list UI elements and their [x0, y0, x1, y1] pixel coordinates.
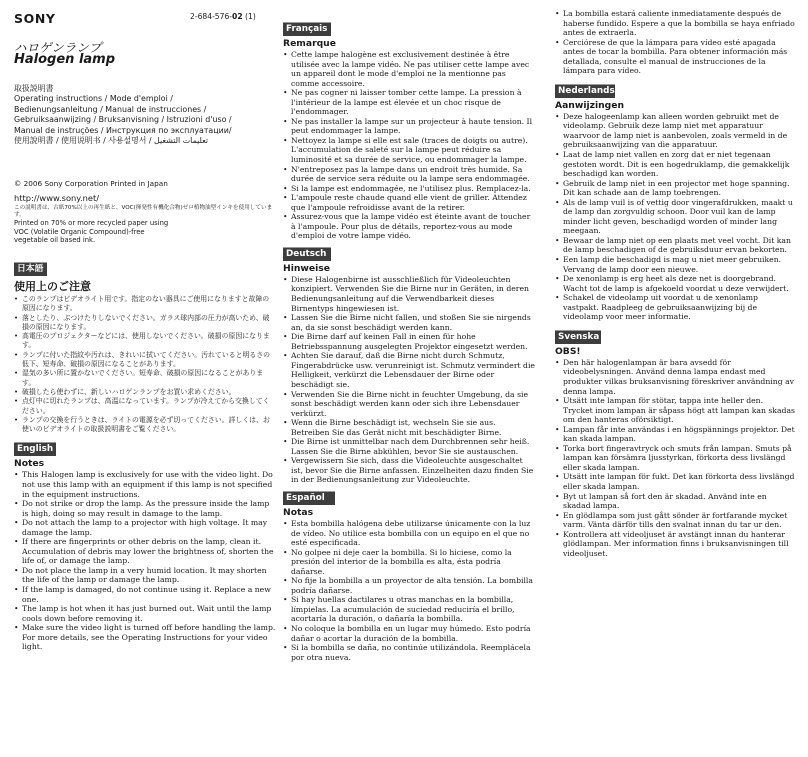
list-item: • Gebruik de lamp niet in een projector met hoge spanning. Dit kan schade aan de lamp toebrengen. [555, 179, 795, 198]
list-item: • Achten Sie darauf, daß die Birne nicht durch Schmutz, Fingerabdrücke usw. verunreinigt ist. Schmutz vermindert die Helligkeit, verkürzt die Lebensdauer der Birne oder beschädigt sie. [283, 351, 536, 389]
operating-line: Bedienungsanleitung / Manual de instrucciones / [14, 104, 207, 114]
list-item: • 破損したら使わずに、新しいハロゲンランプをお買い求めください。 [14, 388, 276, 397]
list-item: • Si la bombilla se daña, no continúe utilizándola. Reemplácela por otra nueva. [283, 643, 536, 662]
notes-list [555, 358, 795, 558]
operating-line: 使用說明書 / 使用说明书 / 사용설명서 / تعليمات التشغيل [14, 136, 209, 146]
list-item: • Cette lampe halogène est exclusivement destinée à être utilisée avec la lampe vidéo. Ne pas utiliser cette lampe avec un appareil dont le mode d'emploi ne la mentionne pas comme accessoire. [283, 50, 536, 88]
section-heading: Notas [283, 506, 314, 518]
list-item: • Diese Halogenbirne ist ausschließlich für Videoleuchten konzipiert. Verwenden Sie die Birne nur in Geräten, in deren Bedienungsanleitung auf die Verwendbarkeit dieses Birnentyps hingewiesen ist. [283, 275, 536, 313]
section-francais [283, 22, 536, 241]
section-heading: Notes [14, 458, 45, 470]
recycle-japanese: この説明書は、古紙70%以上の再生紙と、VOC(揮発性有機化合物)ゼロ植物油型インキを使用しています。 [14, 204, 273, 218]
list-item: • Een lamp die beschadigd is mag u niet meer gebruiken. Vervang de lamp door een nieuwe. [555, 255, 795, 274]
list-item: • Lassen Sie die Birne nicht fallen, und stoßen Sie sie nirgends an, da sie sonst beschädigt werden kann. [283, 313, 536, 332]
operating-instructions-list [14, 84, 282, 146]
list-item: • 落としたり、ぶつけたりしないでください。ガラス球内部の圧力が高いため、破損の原因になります。 [14, 314, 276, 333]
notes-list [14, 295, 276, 434]
section-japanese [14, 262, 276, 434]
section-english [14, 442, 276, 651]
sony-url-link[interactable]: http://www.sony.net/ [14, 193, 100, 203]
list-item: • Kontrollera att videoljuset är avstängt innan du hanterar glödlampan. Mer information finns i bruksanvisningen till videoljuset. [555, 530, 795, 559]
section-heading: 使用上のご注意 [14, 280, 91, 293]
list-item: • N'entreposez pas la lampe dans un endroit très humide. Sa durée de service sera réduite ou la lampe sera endommagée. [283, 165, 536, 184]
column-right [555, 8, 795, 562]
list-item: • No golpee ni deje caer la bombilla. Si lo hiciese, como la presión del interior de la bombilla es alta, ésta podría dañarse. [283, 548, 536, 577]
list-item: • No fije la bombilla a un proyector de alta tensión. La bombilla podría dañarse. [283, 576, 536, 595]
list-item: • Do not strike or drop the lamp. As the pressure inside the lamp is high, doing so may result in damage to the lamp. [14, 499, 276, 518]
operating-line: Gebruiksaanwijzing / Bruksanvisning / Istruzioni d'uso / [14, 115, 232, 125]
list-item: • Laat de lamp niet vallen en zorg dat er niet tegenaan gestoten wordt. Dit is een hogedruklamp, die gemakkelijk beschadigd kan worden. [555, 150, 795, 179]
list-item: • No coloque la bombilla en un lugar muy húmedo. Esto podría dañar o acortar la duración de la bombilla. [283, 624, 536, 643]
list-item: • Die Birne darf auf keinen Fall in einen für hohe Betriebsspannung ausgelegten Projektor eingesetzt werden. [283, 332, 536, 351]
list-item: • Utsätt inte lampan för fukt. Det kan förkorta dess livslängd eller skada lampan. [555, 472, 795, 491]
list-item: • 湿気の多い所に置かないでください。短寿命、破損の原因になることがあります。 [14, 369, 276, 388]
notes-list [283, 50, 536, 241]
recycle-english-line: VOC (Volatile Organic Compound)-free [14, 227, 145, 236]
list-item: • Lampan får inte användas i en högspännings projektor. Det kan skada lampan. [555, 425, 795, 444]
list-item: • If there are fingerprints or other debris on the lamp, clean it. Accumulation of debris may lower the brightness of, shorten the life of, or damage the lamp. [14, 537, 276, 566]
language-bar-japanese: 日本語 [14, 262, 47, 276]
list-item: • ランプに付いた指紋や汚れは、きれいに拭いてください。汚れていると明るさの低下、短寿命、破損の原因になることがあります。 [14, 351, 276, 370]
language-bar-francais: Français [283, 22, 331, 36]
list-item: • Cerciórese de que la lámpara para vídeo esté apagada antes de tocar la bombilla. Para obtener información más detallada, consulte el manual de instrucciones de la lámpara para vídeo. [555, 38, 795, 76]
copyright-line: © 2006 Sony Corporation Printed in Japan [14, 179, 168, 188]
list-item: • Als de lamp vuil is of vettig door vingerafdrukken, maakt u de lamp dan zorgvuldig schoon. Door vuil kan de lamp minder licht geven, beschadigd worden of minder lang meegaan. [555, 198, 795, 236]
section-deutsch [283, 247, 536, 485]
operating-line: 取扱説明書 [14, 84, 54, 93]
list-item: • ランプの交換を行うときは、ライトの電源を必ず切ってください。詳しくは、お使いのビデオライトの取扱説明書をご覧ください。 [14, 416, 276, 435]
list-item: • Ne pas installer la lampe sur un projecteur à haute tension. Il peut endommager la lampe. [283, 117, 536, 136]
list-item: • Si hay huellas dactilares u otras manchas en la bombilla, límpielas. La acumulación de suciedad reduciría el brillo, acortaría la duración, o dañaría la bombilla. [283, 595, 536, 624]
title-english: Halogen lamp [14, 52, 116, 67]
language-bar-nederlands: Nederlands [555, 84, 615, 98]
part-number: 2-684-576-02 (1) [190, 12, 256, 21]
list-item: • En glödlampa som just gått sönder är fortfarande mycket varm. Vänta därför tills den svalnat innan du tar ur den. [555, 511, 795, 530]
list-item: • Wenn die Birne beschädigt ist, wechseln Sie sie aus. Betreiben Sie das Gerät nicht mit beschädigter Birne. [283, 418, 536, 437]
list-item: • Torka bort fingeravtryck och smuts från lampan. Smuts på lampan kan försämra ljusstyrkan, förkorta dess livslängd eller skada lampan. [555, 444, 795, 473]
language-bar-svenska: Svenska [555, 330, 601, 344]
recycle-english-line: Printed on 70% or more recycled paper using [14, 219, 169, 227]
column-middle [283, 22, 536, 666]
section-heading: OBS! [555, 345, 581, 357]
section-heading: Hinweise [283, 262, 330, 274]
section-heading: Remarque [283, 38, 336, 49]
section-heading: Aanwijzingen [555, 99, 625, 111]
list-item: • De xenonlamp is erg heet als deze net is doorgebrand. Wacht tot de lamp is afgekoeld voordat u deze verwijdert. [555, 274, 795, 293]
list-item: • Verwenden Sie die Birne nicht in feuchter Umgebung, da sie sonst beschädigt werden kann oder sich ihre Lebensdauer verkürzt. [283, 390, 536, 419]
list-item: • Die Birne ist unmittelbar nach dem Durchbrennen sehr heiß. Lassen Sie die Birne abkühlen, bevor Sie sie austauschen. [283, 437, 536, 456]
list-item: • Si la lampe est endommagée, ne l'utilisez plus. Remplacez-la. [283, 184, 536, 194]
operating-line: Manual de instruções / Инструкция по эксплуатации/ [14, 125, 232, 135]
list-item: • Nettoyez la lampe si elle est sale (traces de doigts ou autre). L'accumulation de saleté sur la lampe peut réduire sa luminosité et sa durée de service, ou endommager la lampe. [283, 136, 536, 165]
list-item: • This Halogen lamp is exclusively for use with the video light. Do not use this lamp with an equipment if this lamp is not specified in the equipment instructions. [14, 470, 276, 499]
list-item: • Make sure the video light is turned off before handling the lamp. For more details, see the Operating Instructions for your video light. [14, 623, 276, 652]
sony-logo: SONY [14, 11, 56, 26]
list-item: • 高電圧のプロジェクターなどには、使用しないでください。破損の原因になります。 [14, 332, 276, 351]
list-item: • L'ampoule reste chaude quand elle vient de griller. Attendez que l'ampoule refroidisse avant de la retirer. [283, 193, 536, 212]
notes-list [555, 9, 795, 76]
list-item: • If the lamp is damaged, do not continue using it. Replace a new one. [14, 585, 276, 604]
notes-list [283, 275, 536, 485]
list-item: • Do not attach the lamp to a projector with high voltage. It may damage the lamp. [14, 518, 276, 537]
title-japanese: ハロゲンランプ [14, 40, 102, 55]
list-item: • Esta bombilla halógena debe utilizarse únicamente con la luz de vídeo. No utilice esta bombilla con un equipo en el que no esté especificada. [283, 519, 536, 548]
list-item: • 点灯中に切れたランプは、高温になっています。ランプが冷えてから交換してください。 [14, 397, 276, 416]
section-nederlands [555, 84, 795, 322]
list-item: • Den här halogenlampan är bara avsedd för videobelysningen. Använd denna lampa endast med produkter vilkas bruksanvisning föreskriver användning av denna lampa. [555, 358, 795, 396]
notes-list [555, 112, 795, 322]
list-item: • Ne pas cogner ni laisser tomber cette lampe. La pression à l'intérieur de la lampe est élevée et un choc risque de l'endommager. [283, 88, 536, 117]
notes-list [283, 519, 536, 662]
list-item: • Do not place the lamp in a very humid location. It may shorten the life of the lamp or damage the lamp. [14, 566, 276, 585]
list-item: • このランプはビデオライト用です。指定のない器具にご使用になりますと故障の原因になります。 [14, 295, 276, 314]
recycle-english-line: vegetable oil based ink. [14, 236, 96, 245]
list-item: • Byt ut lampan så fort den är skadad. Använd inte en skadad lampa. [555, 492, 795, 511]
list-item: • Utsätt inte lampan för stötar, tappa inte heller den. Trycket inom lampan är såpass högt att lampan kan skadas om den hanteras oförsiktigt. [555, 396, 795, 425]
section-espanol [283, 491, 536, 662]
list-item: • La bombilla estará caliente inmediatamente después de haberse fundido. Espere a que la bombilla se haya enfriado antes de extraerla. [555, 9, 795, 38]
language-bar-english: English [14, 442, 56, 456]
list-item: • Vergewissern Sie sich, dass die Videoleuchte ausgeschaltet ist, bevor Sie die Birne anfassen. Einzelheiten dazu finden Sie in der Bedienungsanleitung zur Videoleuchte. [283, 456, 536, 485]
recycle-notice [14, 194, 276, 245]
section-espanol-continued [555, 9, 795, 76]
column-left [14, 262, 276, 656]
operating-line: Operating instructions / Mode d'emploi / [14, 94, 173, 104]
language-bar-deutsch: Deutsch [283, 247, 331, 261]
list-item: • Schakel de videolamp uit voordat u de xenonlamp vastpakt. Raadpleeg de gebruiksaanwijzing bij de videolamp voor meer informatie. [555, 293, 795, 322]
language-bar-espanol: Español [283, 491, 335, 505]
section-svenska [555, 330, 795, 558]
list-item: • Assurez-vous que la lampe vidéo est éteinte avant de toucher à l'ampoule. Pour plus de détails, reportez-vous au mode d'emploi de votre lampe vidéo. [283, 212, 536, 241]
notes-list [14, 470, 276, 651]
list-item: • Deze halogeenlamp kan alleen worden gebruikt met de videolamp. Gebruik deze lamp niet met apparatuur waarvoor de lamp niet is aanbevolen, zoals vermeld in de gebruiksaanwijzing van die apparatuur. [555, 112, 795, 150]
list-item: • Bewaar de lamp niet op een plaats met veel vocht. Dit kan de lamp beschadigen of de gebruiksduur ervan bekorten. [555, 236, 795, 255]
list-item: • The lamp is hot when it has just burned out. Wait until the lamp cools down before removing it. [14, 604, 276, 623]
